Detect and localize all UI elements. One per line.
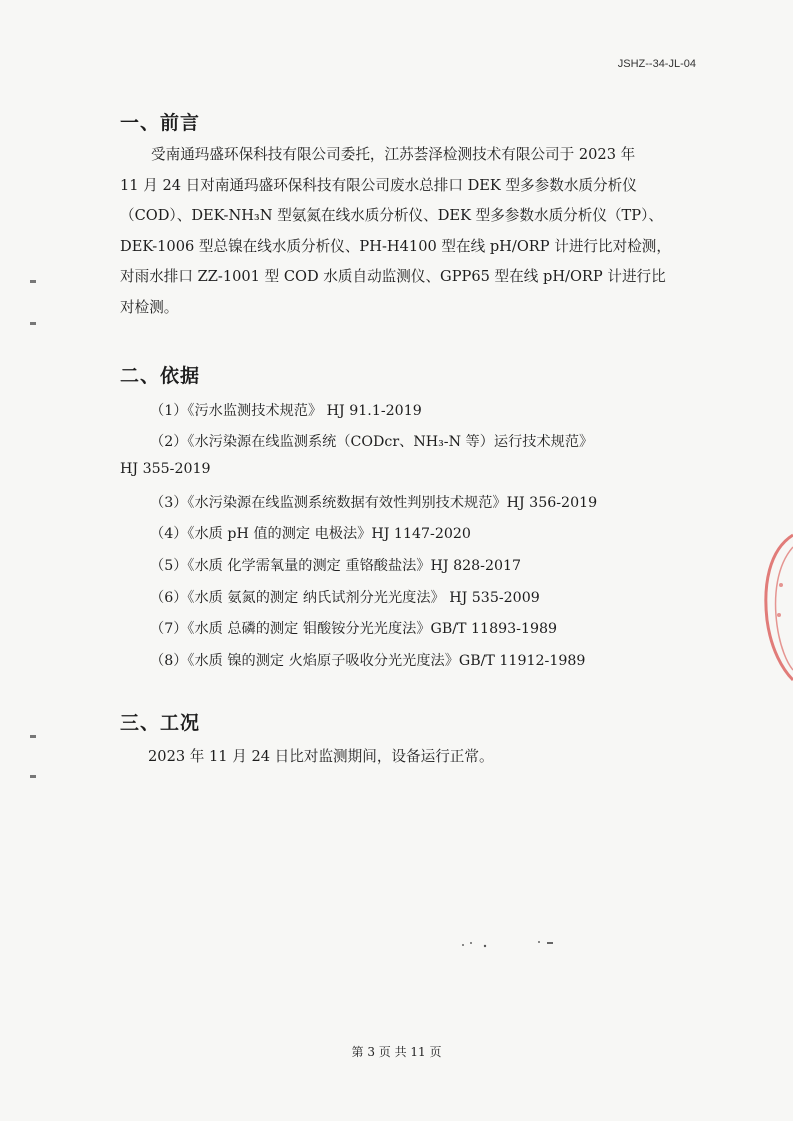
- preface-line: 11 月 24 日对南通玛盛环保科技有限公司废水总排口 DEK 型多参数水质分析仪: [120, 176, 637, 194]
- reference-item: （1）《污水监测技术规范》 HJ 91.1-2019: [150, 403, 422, 419]
- preface-line: （COD）、DEK-NH₃N 型氨氮在线水质分析仪、DEK 型多参数水质分析仪（TP）、: [120, 207, 663, 224]
- preface-line: 受南通玛盛环保科技有限公司委托，江苏荟泽检测技术有限公司于 2023 年: [151, 146, 636, 163]
- preface-paragraph: [120, 140, 680, 323]
- working-conditions-text: 2023 年 11 月 24 日比对监测期间，设备运行正常。: [148, 748, 494, 765]
- preface-line: 对雨水排口 ZZ-1001 型 COD 水质自动监测仪、GPP65 型在线 pH/ORP 计进行比: [120, 268, 666, 285]
- section-heading-preface: 一、前言: [120, 112, 201, 134]
- scan-speck: [30, 322, 36, 325]
- page-number-footer: 第 3 页 共 11 页: [351, 1045, 442, 1059]
- reference-item: （5）《水质 化学需氧量的测定 重铬酸盐法》HJ 828-2017: [150, 558, 522, 574]
- reference-item: （8）《水质 镍的测定 火焰原子吸收分光光度法》GB/T 11912-1989: [150, 653, 586, 669]
- preface-line: DEK-1006 型总镍在线水质分析仪、PH-H4100 型在线 pH/ORP 计进行比对检测，: [120, 237, 671, 255]
- scan-dots: [455, 935, 565, 955]
- preface-line: 对检测。: [120, 298, 179, 316]
- scan-speck: [30, 735, 36, 738]
- reference-item: （6）《水质 氨氮的测定 纳氏试剂分光光度法》 HJ 535-2009: [150, 590, 540, 606]
- red-seal-stamp: [759, 525, 793, 685]
- section-heading-basis: 二、依据: [120, 365, 201, 387]
- reference-item-continuation: HJ 355-2019: [120, 461, 211, 477]
- reference-item: （3）《水污染源在线监测系统数据有效性判别技术规范》HJ 356-2019: [150, 495, 598, 511]
- reference-item: （2）《水污染源在线监测系统（CODcr、NH₃-N 等）运行技术规范》: [150, 434, 594, 450]
- scan-speck: [30, 775, 36, 778]
- reference-item: （7）《水质 总磷的测定 钼酸铵分光光度法》GB/T 11893-1989: [150, 621, 558, 637]
- reference-item: （4）《水质 pH 值的测定 电极法》HJ 1147-2020: [150, 526, 471, 542]
- scan-speck: [30, 280, 36, 283]
- document-code: JSHZ--34-JL-04: [617, 58, 696, 70]
- section-heading-working-conditions: 三、工况: [120, 712, 201, 734]
